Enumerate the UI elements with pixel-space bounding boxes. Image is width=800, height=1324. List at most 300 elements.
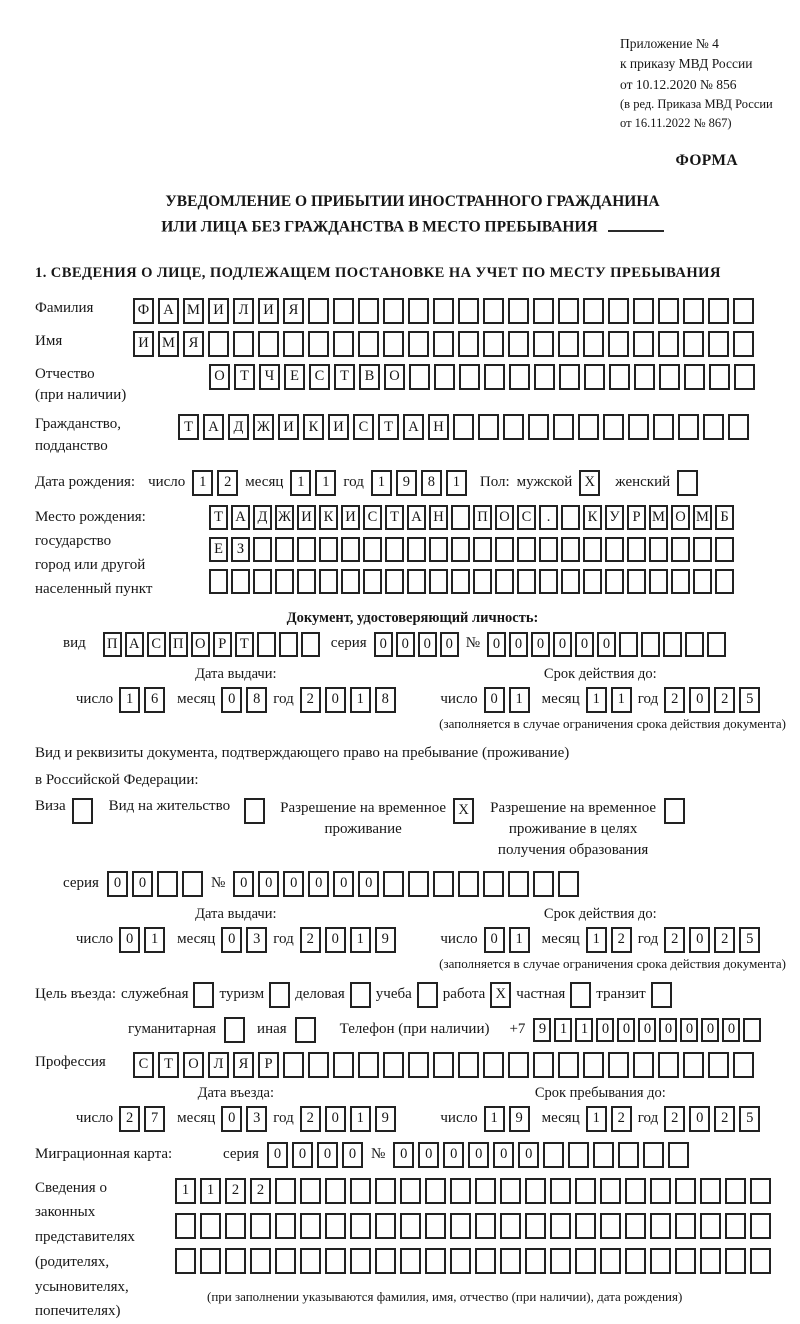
male-checkbox[interactable] [579, 470, 600, 496]
char-cell[interactable]: С [309, 364, 330, 390]
char-cell[interactable] [269, 982, 290, 1008]
char-cell[interactable]: Ж [253, 414, 274, 440]
char-cell[interactable] [725, 1213, 746, 1239]
char-cell[interactable]: 9 [375, 927, 396, 953]
char-cell[interactable] [233, 331, 254, 357]
char-cell[interactable]: 1 [611, 687, 632, 713]
char-cell[interactable]: И [258, 298, 279, 324]
char-cell[interactable] [450, 1248, 471, 1274]
char-cell[interactable]: 0 [333, 871, 354, 897]
char-cell[interactable] [618, 1142, 639, 1168]
char-cell[interactable]: М [158, 331, 179, 357]
char-cell[interactable] [295, 1017, 316, 1043]
char-cell[interactable] [733, 1052, 754, 1078]
char-cell[interactable] [658, 298, 679, 324]
char-cell[interactable] [300, 1248, 321, 1274]
char-cell[interactable] [733, 298, 754, 324]
char-cell[interactable]: 0 [317, 1142, 338, 1168]
char-cell[interactable] [200, 1248, 221, 1274]
char-cell[interactable]: О [209, 364, 230, 390]
char-cell[interactable] [484, 364, 505, 390]
char-cell[interactable]: 8 [246, 687, 267, 713]
char-cell[interactable] [363, 569, 382, 594]
char-cell[interactable] [575, 1248, 596, 1274]
char-cell[interactable] [683, 331, 704, 357]
char-cell[interactable]: Т [378, 414, 399, 440]
char-cell[interactable]: П [103, 632, 122, 657]
char-cell[interactable]: С [147, 632, 166, 657]
char-cell[interactable] [375, 1213, 396, 1239]
char-cell[interactable]: Я [283, 298, 304, 324]
char-cell[interactable] [473, 537, 492, 562]
char-cell[interactable] [675, 1178, 696, 1204]
char-cell[interactable] [678, 414, 699, 440]
char-cell[interactable] [539, 569, 558, 594]
char-cell[interactable]: 3 [246, 927, 267, 953]
char-cell[interactable] [257, 632, 276, 657]
char-cell[interactable] [225, 1213, 246, 1239]
char-cell[interactable]: 1 [175, 1178, 196, 1204]
char-cell[interactable] [383, 1052, 404, 1078]
char-cell[interactable]: П [169, 632, 188, 657]
char-cell[interactable] [675, 1248, 696, 1274]
char-cell[interactable]: 0 [596, 1018, 614, 1042]
char-cell[interactable]: 1 [290, 470, 311, 496]
char-cell[interactable]: 0 [680, 1018, 698, 1042]
char-cell[interactable] [558, 1052, 579, 1078]
char-cell[interactable] [605, 569, 624, 594]
char-cell[interactable] [703, 414, 724, 440]
char-cell[interactable]: И [341, 505, 360, 530]
char-cell[interactable]: И [328, 414, 349, 440]
char-cell[interactable] [450, 1178, 471, 1204]
char-cell[interactable]: С [133, 1052, 154, 1078]
char-cell[interactable]: 1 [200, 1178, 221, 1204]
char-cell[interactable]: Ч [259, 364, 280, 390]
char-cell[interactable]: 1 [509, 927, 530, 953]
char-cell[interactable]: X [579, 470, 600, 496]
char-cell[interactable]: 2 [664, 1106, 685, 1132]
char-cell[interactable] [358, 331, 379, 357]
char-cell[interactable] [250, 1213, 271, 1239]
char-cell[interactable] [275, 537, 294, 562]
char-cell[interactable]: 2 [714, 927, 735, 953]
char-cell[interactable]: 0 [258, 871, 279, 897]
char-cell[interactable]: 1 [446, 470, 467, 496]
char-cell[interactable]: К [303, 414, 324, 440]
char-cell[interactable] [308, 298, 329, 324]
char-cell[interactable]: 0 [575, 632, 594, 657]
char-cell[interactable] [350, 1213, 371, 1239]
char-cell[interactable]: Т [234, 364, 255, 390]
char-cell[interactable]: 2 [664, 687, 685, 713]
char-cell[interactable]: 0 [221, 927, 242, 953]
char-cell[interactable]: Ж [275, 505, 294, 530]
char-cell[interactable] [224, 1017, 245, 1043]
char-cell[interactable]: . [539, 505, 558, 530]
char-cell[interactable]: 0 [531, 632, 550, 657]
char-cell[interactable]: 0 [374, 632, 393, 657]
char-cell[interactable] [275, 1213, 296, 1239]
char-cell[interactable]: 0 [493, 1142, 514, 1168]
char-cell[interactable] [244, 798, 265, 824]
char-cell[interactable] [425, 1178, 446, 1204]
char-cell[interactable] [649, 537, 668, 562]
char-cell[interactable] [375, 1248, 396, 1274]
char-cell[interactable]: 1 [315, 470, 336, 496]
char-cell[interactable]: 0 [342, 1142, 363, 1168]
char-cell[interactable]: 1 [509, 687, 530, 713]
char-cell[interactable]: М [693, 505, 712, 530]
char-cell[interactable] [483, 298, 504, 324]
char-cell[interactable]: 0 [518, 1142, 539, 1168]
char-cell[interactable] [650, 1248, 671, 1274]
char-cell[interactable]: 0 [119, 927, 140, 953]
char-cell[interactable] [363, 537, 382, 562]
char-cell[interactable] [608, 298, 629, 324]
char-cell[interactable] [658, 1052, 679, 1078]
char-cell[interactable] [627, 569, 646, 594]
char-cell[interactable] [509, 364, 530, 390]
char-cell[interactable]: Т [158, 1052, 179, 1078]
char-cell[interactable] [451, 505, 470, 530]
char-cell[interactable] [383, 298, 404, 324]
char-cell[interactable] [225, 1248, 246, 1274]
char-cell[interactable] [561, 569, 580, 594]
char-cell[interactable]: 0 [638, 1018, 656, 1042]
char-cell[interactable]: 0 [292, 1142, 313, 1168]
char-cell[interactable]: 0 [418, 632, 437, 657]
char-cell[interactable] [650, 1213, 671, 1239]
char-cell[interactable]: 7 [144, 1106, 165, 1132]
char-cell[interactable] [533, 298, 554, 324]
char-cell[interactable] [495, 537, 514, 562]
char-cell[interactable] [715, 569, 734, 594]
char-cell[interactable]: 2 [300, 1106, 321, 1132]
char-cell[interactable] [570, 982, 591, 1008]
char-cell[interactable]: 0 [393, 1142, 414, 1168]
char-cell[interactable] [495, 569, 514, 594]
char-cell[interactable]: А [158, 298, 179, 324]
char-cell[interactable]: 5 [739, 1106, 760, 1132]
char-cell[interactable] [619, 632, 638, 657]
char-cell[interactable]: Т [209, 505, 228, 530]
char-cell[interactable] [558, 331, 579, 357]
char-cell[interactable] [685, 632, 704, 657]
char-cell[interactable]: 2 [611, 927, 632, 953]
purpose-business-checkbox[interactable] [350, 982, 371, 1008]
char-cell[interactable]: 0 [659, 1018, 677, 1042]
char-cell[interactable]: 2 [300, 927, 321, 953]
char-cell[interactable]: 0 [325, 1106, 346, 1132]
char-cell[interactable]: Н [428, 414, 449, 440]
char-cell[interactable]: У [605, 505, 624, 530]
char-cell[interactable]: О [384, 364, 405, 390]
temp-permit-checkbox[interactable] [453, 798, 474, 824]
char-cell[interactable]: Б [715, 505, 734, 530]
char-cell[interactable] [358, 1052, 379, 1078]
char-cell[interactable] [300, 1213, 321, 1239]
char-cell[interactable]: 0 [701, 1018, 719, 1042]
char-cell[interactable] [72, 798, 93, 824]
char-cell[interactable] [253, 537, 272, 562]
char-cell[interactable] [534, 364, 555, 390]
char-cell[interactable]: 8 [375, 687, 396, 713]
char-cell[interactable] [583, 331, 604, 357]
char-cell[interactable] [500, 1248, 521, 1274]
char-cell[interactable]: 5 [739, 687, 760, 713]
char-cell[interactable]: 9 [509, 1106, 530, 1132]
char-cell[interactable] [671, 537, 690, 562]
char-cell[interactable] [533, 331, 554, 357]
char-cell[interactable] [517, 537, 536, 562]
char-cell[interactable] [693, 569, 712, 594]
char-cell[interactable]: 0 [221, 1106, 242, 1132]
char-cell[interactable]: 0 [132, 871, 153, 897]
char-cell[interactable] [459, 364, 480, 390]
char-cell[interactable]: 2 [611, 1106, 632, 1132]
char-cell[interactable]: 1 [575, 1018, 593, 1042]
char-cell[interactable] [539, 537, 558, 562]
char-cell[interactable]: 5 [739, 927, 760, 953]
char-cell[interactable]: Е [284, 364, 305, 390]
char-cell[interactable] [633, 1052, 654, 1078]
char-cell[interactable]: Д [228, 414, 249, 440]
char-cell[interactable] [649, 569, 668, 594]
char-cell[interactable] [433, 871, 454, 897]
char-cell[interactable] [409, 364, 430, 390]
char-cell[interactable]: 8 [421, 470, 442, 496]
char-cell[interactable]: О [671, 505, 690, 530]
char-cell[interactable] [733, 331, 754, 357]
char-cell[interactable] [708, 331, 729, 357]
char-cell[interactable]: 0 [484, 687, 505, 713]
char-cell[interactable] [333, 298, 354, 324]
char-cell[interactable]: 0 [689, 687, 710, 713]
char-cell[interactable]: 1 [586, 687, 607, 713]
char-cell[interactable] [700, 1178, 721, 1204]
char-cell[interactable]: Д [253, 505, 272, 530]
char-cell[interactable]: С [517, 505, 536, 530]
char-cell[interactable]: 1 [554, 1018, 572, 1042]
char-cell[interactable]: 0 [440, 632, 459, 657]
char-cell[interactable] [584, 364, 605, 390]
char-cell[interactable]: 2 [250, 1178, 271, 1204]
char-cell[interactable] [663, 632, 682, 657]
char-cell[interactable] [407, 569, 426, 594]
char-cell[interactable] [575, 1213, 596, 1239]
char-cell[interactable]: 0 [468, 1142, 489, 1168]
char-cell[interactable]: 0 [617, 1018, 635, 1042]
char-cell[interactable] [525, 1178, 546, 1204]
char-cell[interactable] [750, 1178, 771, 1204]
char-cell[interactable] [575, 1178, 596, 1204]
char-cell[interactable]: X [453, 798, 474, 824]
char-cell[interactable]: 2 [714, 1106, 735, 1132]
char-cell[interactable] [258, 331, 279, 357]
char-cell[interactable] [715, 537, 734, 562]
char-cell[interactable] [433, 1052, 454, 1078]
char-cell[interactable] [553, 414, 574, 440]
char-cell[interactable]: 0 [487, 632, 506, 657]
char-cell[interactable] [325, 1178, 346, 1204]
char-cell[interactable] [600, 1178, 621, 1204]
char-cell[interactable]: 0 [722, 1018, 740, 1042]
char-cell[interactable] [425, 1213, 446, 1239]
char-cell[interactable] [458, 298, 479, 324]
char-cell[interactable] [429, 537, 448, 562]
char-cell[interactable] [643, 1142, 664, 1168]
char-cell[interactable]: 0 [396, 632, 415, 657]
char-cell[interactable]: Т [334, 364, 355, 390]
char-cell[interactable] [651, 982, 672, 1008]
char-cell[interactable] [528, 414, 549, 440]
char-cell[interactable] [400, 1213, 421, 1239]
char-cell[interactable]: X [490, 982, 511, 1008]
char-cell[interactable]: 2 [300, 687, 321, 713]
char-cell[interactable] [568, 1142, 589, 1168]
char-cell[interactable] [664, 798, 685, 824]
char-cell[interactable] [550, 1178, 571, 1204]
char-cell[interactable] [641, 632, 660, 657]
char-cell[interactable] [743, 1018, 761, 1042]
char-cell[interactable] [182, 871, 203, 897]
char-cell[interactable] [408, 331, 429, 357]
char-cell[interactable]: 1 [586, 1106, 607, 1132]
char-cell[interactable] [525, 1248, 546, 1274]
char-cell[interactable]: А [203, 414, 224, 440]
char-cell[interactable]: Н [429, 505, 448, 530]
char-cell[interactable]: 0 [689, 1106, 710, 1132]
char-cell[interactable] [508, 1052, 529, 1078]
char-cell[interactable]: Р [258, 1052, 279, 1078]
char-cell[interactable] [200, 1213, 221, 1239]
char-cell[interactable] [383, 871, 404, 897]
residence-permit-checkbox[interactable] [244, 798, 265, 824]
char-cell[interactable] [683, 298, 704, 324]
char-cell[interactable]: О [191, 632, 210, 657]
char-cell[interactable] [275, 1178, 296, 1204]
purpose-private-checkbox[interactable] [570, 982, 591, 1008]
char-cell[interactable] [297, 569, 316, 594]
char-cell[interactable] [558, 298, 579, 324]
char-cell[interactable]: П [473, 505, 492, 530]
char-cell[interactable]: 1 [350, 1106, 371, 1132]
char-cell[interactable]: Р [627, 505, 646, 530]
char-cell[interactable]: Л [233, 298, 254, 324]
char-cell[interactable]: 0 [689, 927, 710, 953]
char-cell[interactable] [683, 1052, 704, 1078]
char-cell[interactable] [533, 1052, 554, 1078]
char-cell[interactable] [658, 331, 679, 357]
char-cell[interactable] [333, 1052, 354, 1078]
char-cell[interactable] [708, 1052, 729, 1078]
char-cell[interactable]: М [649, 505, 668, 530]
char-cell[interactable]: А [403, 414, 424, 440]
char-cell[interactable]: 6 [144, 687, 165, 713]
char-cell[interactable]: 1 [586, 927, 607, 953]
char-cell[interactable] [175, 1248, 196, 1274]
char-cell[interactable] [417, 982, 438, 1008]
char-cell[interactable]: 1 [350, 927, 371, 953]
char-cell[interactable] [561, 505, 580, 530]
char-cell[interactable] [750, 1213, 771, 1239]
char-cell[interactable] [725, 1248, 746, 1274]
char-cell[interactable]: 3 [246, 1106, 267, 1132]
char-cell[interactable] [650, 1178, 671, 1204]
char-cell[interactable] [483, 1052, 504, 1078]
char-cell[interactable]: Ф [133, 298, 154, 324]
char-cell[interactable] [325, 1213, 346, 1239]
char-cell[interactable]: 2 [119, 1106, 140, 1132]
purpose-tourism-checkbox[interactable] [269, 982, 290, 1008]
char-cell[interactable]: К [319, 505, 338, 530]
char-cell[interactable] [231, 569, 250, 594]
char-cell[interactable] [707, 632, 726, 657]
char-cell[interactable] [451, 569, 470, 594]
char-cell[interactable] [483, 871, 504, 897]
char-cell[interactable] [451, 537, 470, 562]
char-cell[interactable] [600, 1248, 621, 1274]
char-cell[interactable]: Л [208, 1052, 229, 1078]
char-cell[interactable]: В [359, 364, 380, 390]
char-cell[interactable] [653, 414, 674, 440]
char-cell[interactable] [608, 331, 629, 357]
char-cell[interactable] [308, 1052, 329, 1078]
char-cell[interactable] [543, 1142, 564, 1168]
char-cell[interactable]: И [133, 331, 154, 357]
char-cell[interactable] [407, 537, 426, 562]
char-cell[interactable]: И [278, 414, 299, 440]
char-cell[interactable] [275, 569, 294, 594]
char-cell[interactable] [300, 1178, 321, 1204]
char-cell[interactable] [558, 871, 579, 897]
purpose-work-checkbox[interactable] [490, 982, 511, 1008]
char-cell[interactable]: К [583, 505, 602, 530]
char-cell[interactable] [728, 414, 749, 440]
char-cell[interactable]: Р [213, 632, 232, 657]
char-cell[interactable]: 2 [225, 1178, 246, 1204]
edu-permit-checkbox[interactable] [664, 798, 685, 824]
char-cell[interactable] [208, 331, 229, 357]
char-cell[interactable]: 0 [107, 871, 128, 897]
char-cell[interactable] [358, 298, 379, 324]
char-cell[interactable] [157, 871, 178, 897]
char-cell[interactable] [668, 1142, 689, 1168]
char-cell[interactable] [583, 569, 602, 594]
purpose-humanitarian-checkbox[interactable] [224, 1017, 245, 1043]
char-cell[interactable]: 1 [350, 687, 371, 713]
char-cell[interactable]: Я [233, 1052, 254, 1078]
char-cell[interactable] [458, 331, 479, 357]
char-cell[interactable]: С [353, 414, 374, 440]
char-cell[interactable]: 0 [325, 927, 346, 953]
char-cell[interactable] [734, 364, 755, 390]
char-cell[interactable] [475, 1248, 496, 1274]
char-cell[interactable] [458, 1052, 479, 1078]
char-cell[interactable] [625, 1178, 646, 1204]
char-cell[interactable] [325, 1248, 346, 1274]
char-cell[interactable] [475, 1213, 496, 1239]
char-cell[interactable] [603, 414, 624, 440]
char-cell[interactable] [250, 1248, 271, 1274]
char-cell[interactable]: 1 [371, 470, 392, 496]
char-cell[interactable]: 1 [192, 470, 213, 496]
char-cell[interactable]: 2 [664, 927, 685, 953]
char-cell[interactable] [341, 569, 360, 594]
char-cell[interactable] [408, 298, 429, 324]
char-cell[interactable] [675, 1213, 696, 1239]
